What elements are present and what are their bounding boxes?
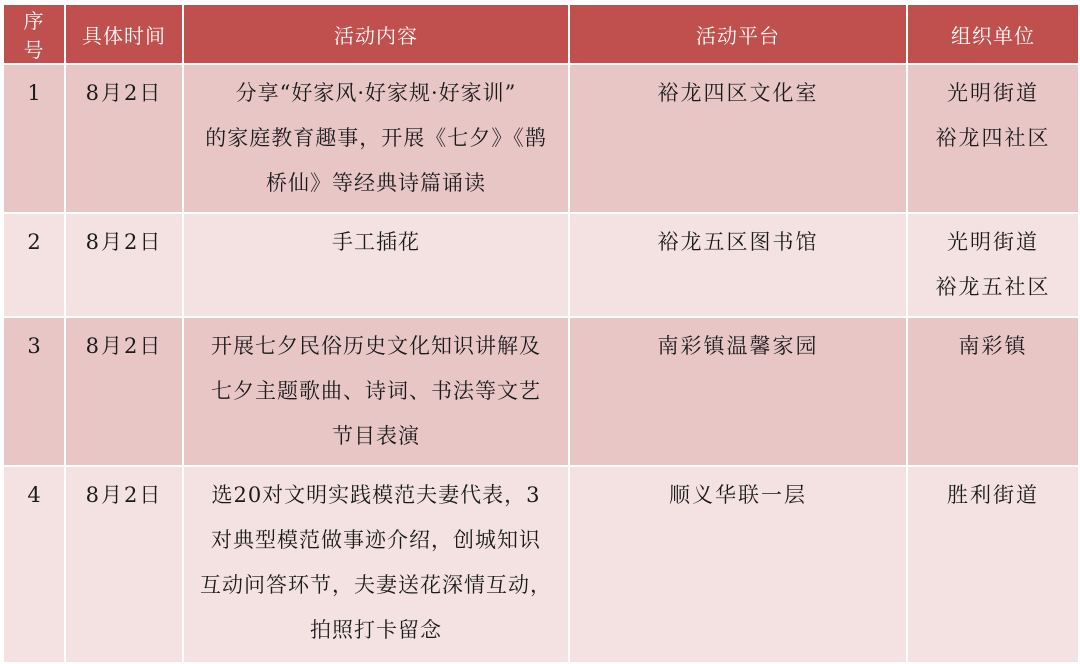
- content-line: 桥仙》等经典诗篇诵读: [266, 171, 486, 195]
- cell-venue: 裕龙五区图书馆: [569, 213, 907, 317]
- organizer-line: 裕龙四社区: [935, 126, 1051, 150]
- cell-organizer: [907, 317, 1079, 466]
- header-organizer: 组织单位: [907, 4, 1079, 64]
- content-line: 互动问答环节，夫妻送花深情互动，: [200, 573, 552, 597]
- organizer-line: 裕龙五社区: [935, 275, 1051, 299]
- cell-organizer: [907, 466, 1079, 663]
- table-row: [3, 317, 1079, 466]
- cell-date: 8月2日: [65, 317, 183, 466]
- content-line: 选20对文明实践模范夫妻代表，3: [211, 483, 541, 507]
- header-venue: 活动平台: [569, 4, 907, 64]
- header-index: 序号: [3, 4, 65, 64]
- activity-schedule-table: [2, 3, 1080, 664]
- header-row: [3, 4, 1079, 64]
- cell-content: [183, 213, 569, 317]
- table-row: [3, 466, 1079, 663]
- cell-content: [183, 64, 569, 213]
- cell-venue: 裕龙四区文化室: [569, 64, 907, 213]
- content-line: 七夕主题歌曲、诗词、书法等文艺: [211, 379, 541, 403]
- cell-index: 1: [3, 64, 65, 213]
- cell-index: 4: [3, 466, 65, 663]
- cell-date: 8月2日: [65, 213, 183, 317]
- table-row: [3, 64, 1079, 213]
- cell-index: 3: [3, 317, 65, 466]
- content-line: 分享“好家风·好家规·好家训”: [235, 81, 517, 105]
- cell-organizer: [907, 64, 1079, 213]
- cell-date: 8月2日: [65, 64, 183, 213]
- cell-date: 8月2日: [65, 466, 183, 663]
- header-content: 活动内容: [183, 4, 569, 64]
- organizer-line: 南彩镇: [958, 334, 1028, 358]
- cell-venue: 南彩镇温馨家园: [569, 317, 907, 466]
- cell-content: [183, 466, 569, 663]
- cell-index: 2: [3, 213, 65, 317]
- table-row: [3, 213, 1079, 317]
- content-line: 手工插花: [332, 230, 420, 254]
- content-line: 对典型模范做事迹介绍，创城知识: [211, 528, 541, 552]
- cell-venue: 顺义华联一层: [569, 466, 907, 663]
- organizer-line: 光明街道: [947, 81, 1039, 105]
- organizer-line: 光明街道: [947, 230, 1039, 254]
- organizer-line: 胜利街道: [947, 483, 1039, 507]
- content-line: 的家庭教育趣事，开展《七夕》《鹊: [205, 126, 547, 150]
- header-date: 具体时间: [65, 4, 183, 64]
- content-line: 开展七夕民俗历史文化知识讲解及: [211, 334, 541, 358]
- cell-content: [183, 317, 569, 466]
- content-line: 节目表演: [332, 424, 420, 448]
- cell-organizer: [907, 213, 1079, 317]
- content-line: 拍照打卡留念: [310, 618, 442, 642]
